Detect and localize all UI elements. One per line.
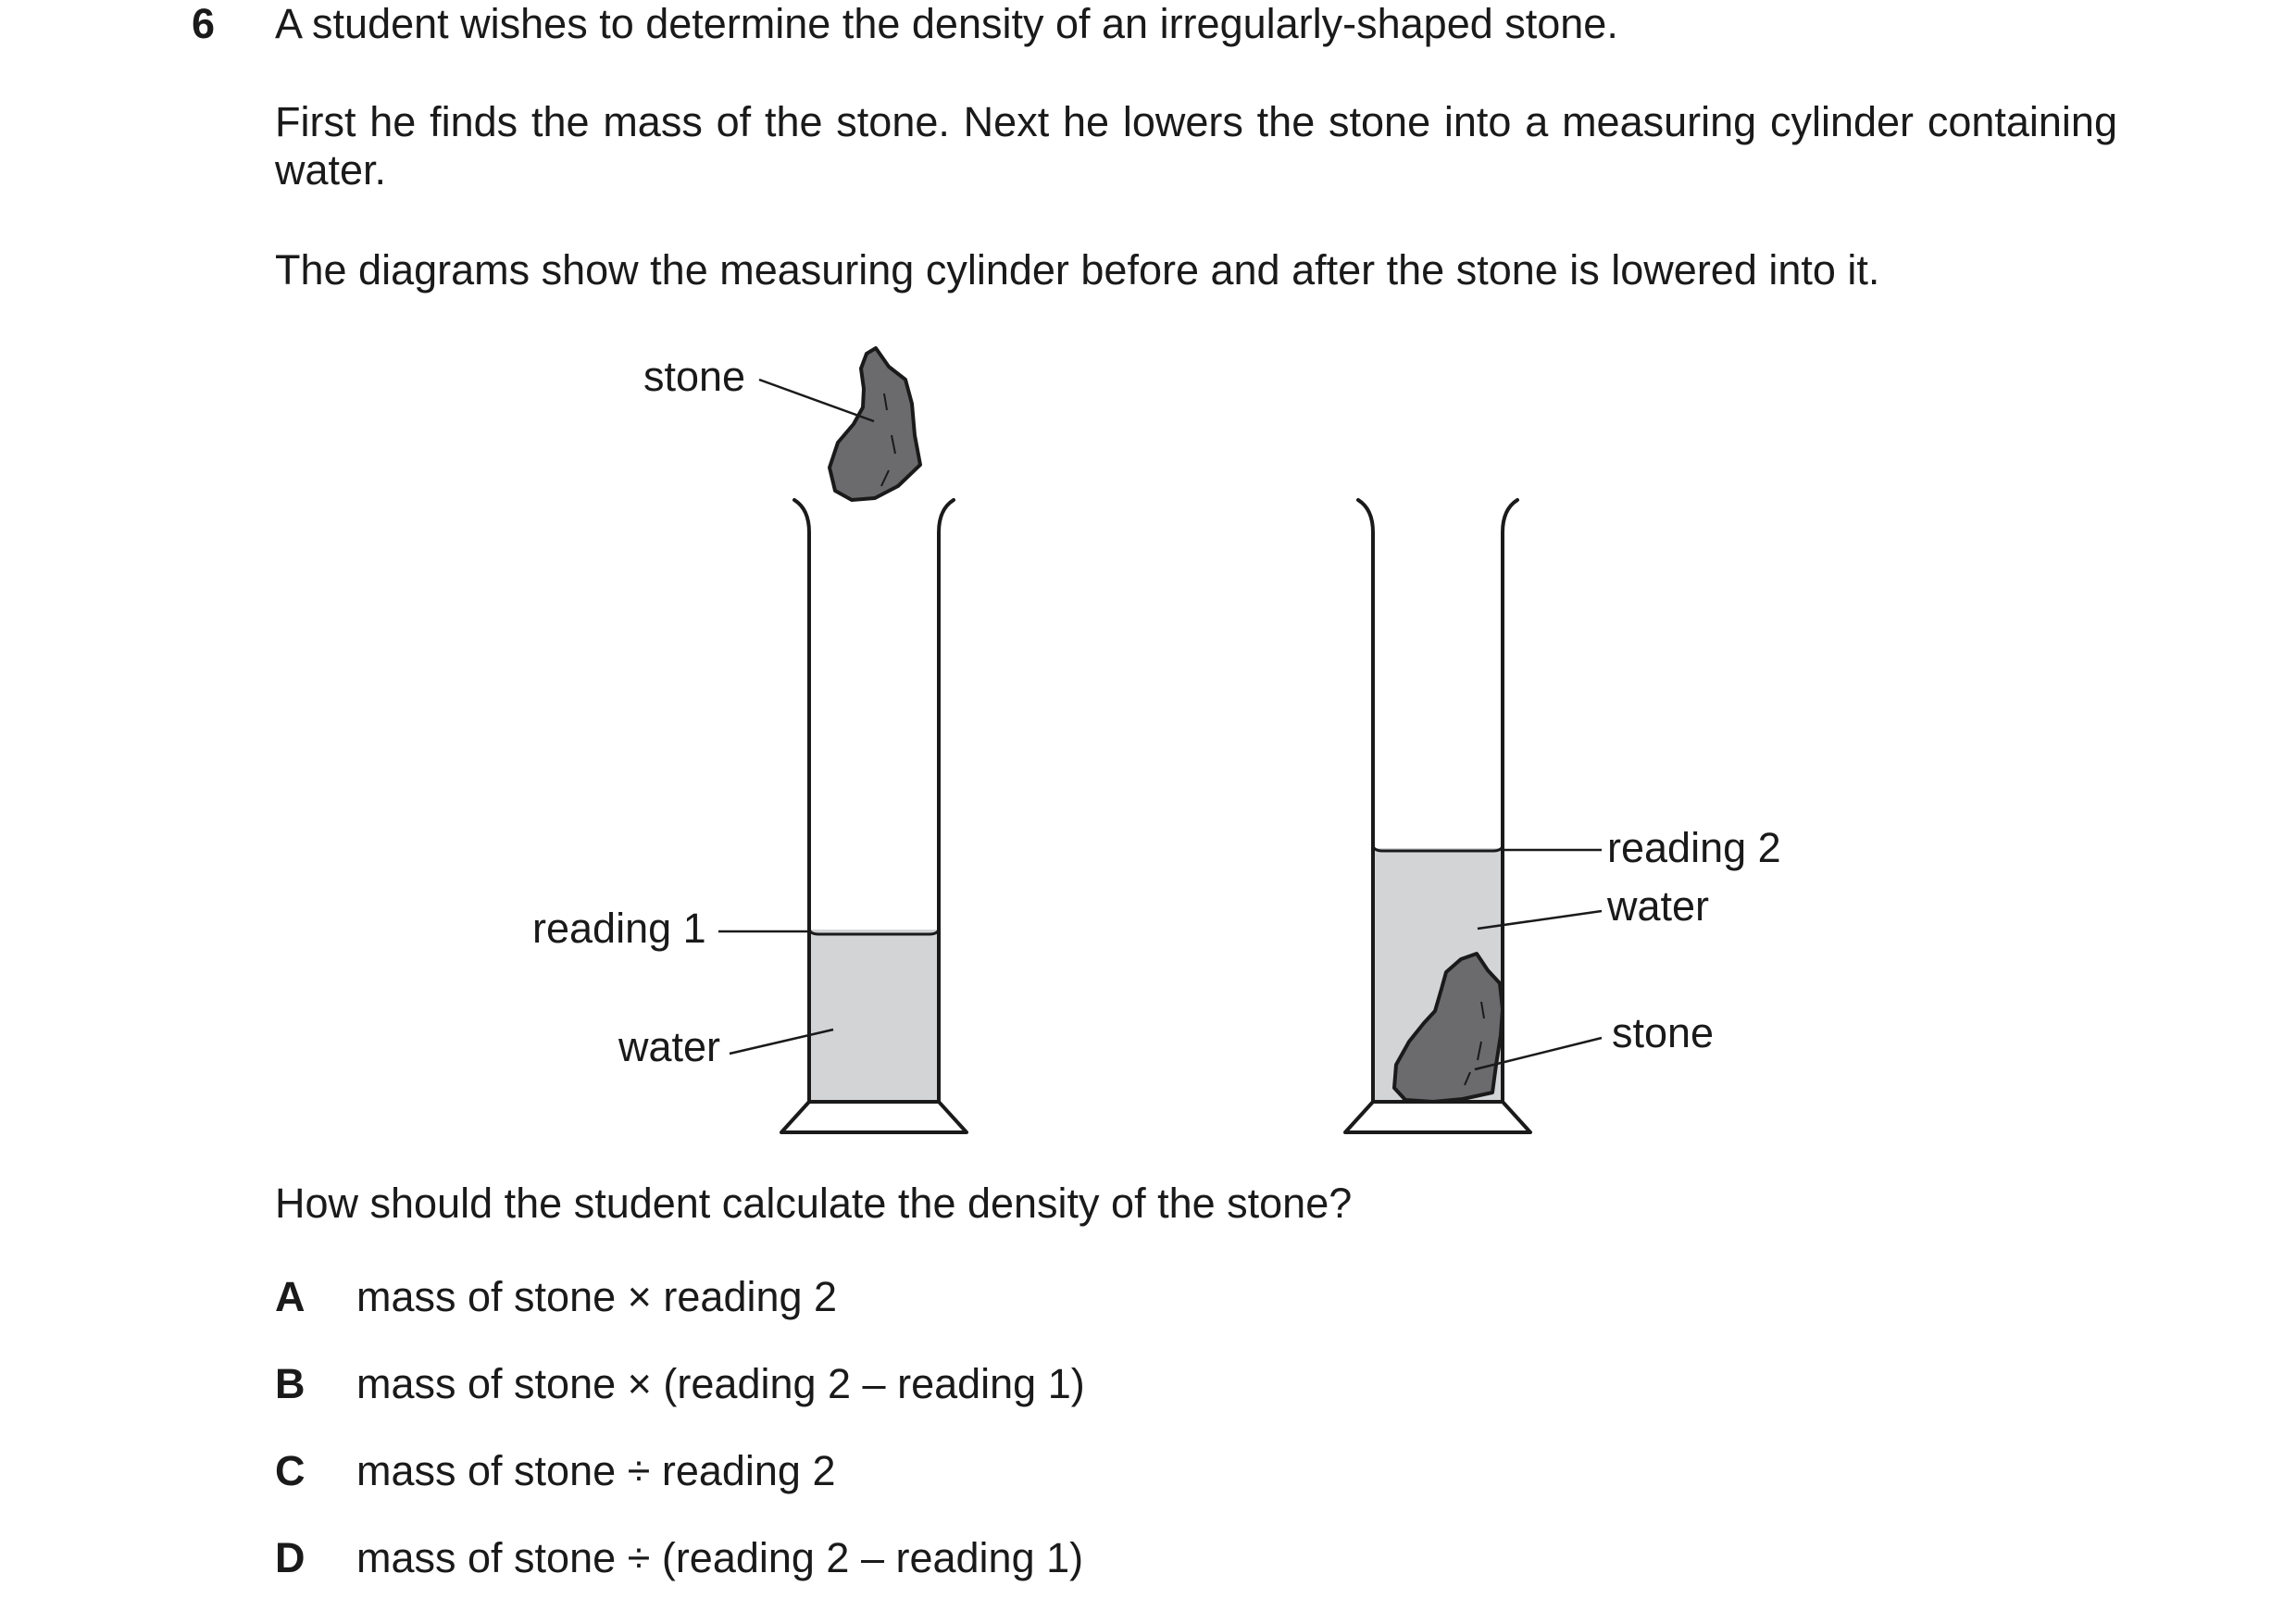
stone-above-cylinder bbox=[830, 348, 920, 500]
question-method: First he finds the mass of the stone. Next he lowers the stone into a measuring cylinder containing water. bbox=[275, 98, 2117, 194]
stone-label-after: stone bbox=[1612, 1009, 1715, 1056]
stone-leader-line bbox=[759, 380, 874, 421]
water-label-after: water bbox=[1607, 882, 1710, 930]
water-label-before: water bbox=[618, 1023, 721, 1070]
reading-2-label: reading 2 bbox=[1607, 824, 1781, 871]
question-intro: A student wishes to determine the density of an irregularly-shaped stone. bbox=[275, 0, 1618, 47]
diagram-caption: The diagrams show the measuring cylinder before and after the stone is lowered into it. bbox=[275, 246, 1880, 293]
cylinder-before bbox=[781, 500, 967, 1132]
option-text: mass of stone × (reading 2 – reading 1) bbox=[356, 1360, 1085, 1407]
option-letter: B bbox=[275, 1360, 306, 1407]
stone-label-before: stone bbox=[643, 353, 746, 400]
option-text: mass of stone × reading 2 bbox=[356, 1273, 838, 1320]
option-text: mass of stone ÷ reading 2 bbox=[356, 1447, 836, 1494]
cylinder-after-base bbox=[1345, 1102, 1530, 1132]
option-letter: C bbox=[275, 1447, 306, 1494]
option-letter: A bbox=[275, 1273, 306, 1320]
option-text: mass of stone ÷ (reading 2 – reading 1) bbox=[356, 1534, 1084, 1581]
water-before bbox=[809, 930, 939, 1102]
cylinder-before-base bbox=[781, 1102, 967, 1132]
question-prompt: How should the student calculate the density of the stone? bbox=[275, 1180, 1353, 1227]
question-number: 6 bbox=[192, 0, 216, 47]
option-letter: D bbox=[275, 1534, 306, 1581]
reading-1-label: reading 1 bbox=[532, 905, 706, 952]
